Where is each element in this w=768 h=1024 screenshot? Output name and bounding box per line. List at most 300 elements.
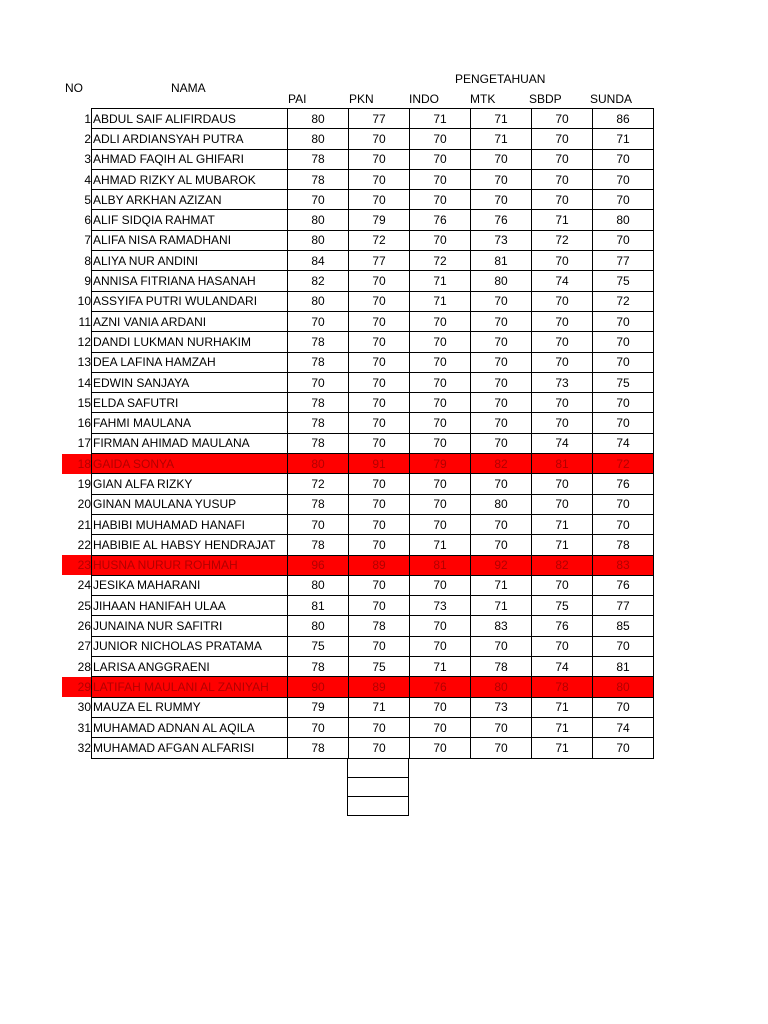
header-indo: INDO [409, 92, 439, 106]
student-row [62, 474, 654, 494]
score-cell-sunda[interactable]: 80 [593, 677, 654, 697]
score-cell-pkn[interactable]: 70 [349, 575, 410, 595]
student-name-cell[interactable]: FAHMI MAULANA [92, 413, 288, 433]
student-name-cell[interactable]: ABDUL SAIF ALIFIRDAUS [92, 109, 288, 129]
score-cell-pai[interactable]: 70 [288, 514, 349, 534]
score-cell-indo[interactable]: 70 [410, 494, 471, 514]
empty-row [348, 797, 409, 816]
score-cell-sunda[interactable]: 81 [593, 657, 654, 677]
score-cell-pkn[interactable]: 91 [349, 454, 410, 474]
score-cell-sunda[interactable]: 74 [593, 717, 654, 737]
score-cell-indo[interactable]: 70 [410, 717, 471, 737]
student-row [62, 657, 654, 677]
score-cell-pkn[interactable]: 70 [349, 494, 410, 514]
row-number[interactable]: 17 [77, 436, 91, 451]
row-number[interactable]: 1 [84, 111, 91, 126]
student-row [62, 738, 654, 758]
student-row [62, 413, 654, 433]
student-name-cell[interactable]: JIHAAN HANIFAH ULAA [92, 596, 288, 616]
student-row [62, 454, 654, 474]
score-cell-pai[interactable]: 80 [288, 291, 349, 311]
score-cell-sunda[interactable]: 76 [593, 474, 654, 494]
score-cell-mtk[interactable]: 70 [471, 717, 532, 737]
score-cell-pkn[interactable]: 70 [349, 190, 410, 210]
score-cell-sbdp[interactable]: 70 [532, 413, 593, 433]
student-name-cell[interactable]: JESIKA MAHARANI [92, 575, 288, 595]
score-cell-sunda[interactable]: 80 [593, 210, 654, 230]
score-cell-sbdp[interactable]: 70 [532, 332, 593, 352]
score-cell-indo[interactable]: 70 [410, 474, 471, 494]
score-cell-pai[interactable]: 78 [288, 332, 349, 352]
score-cell-mtk[interactable]: 70 [471, 474, 532, 494]
student-name-cell[interactable]: ASSYIFA PUTRI WULANDARI [92, 291, 288, 311]
student-row [62, 677, 654, 697]
score-cell-sbdp[interactable]: 71 [532, 210, 593, 230]
score-cell-mtk[interactable]: 70 [471, 433, 532, 453]
student-row [62, 109, 654, 129]
score-cell-indo[interactable]: 70 [410, 738, 471, 758]
score-cell-pkn[interactable]: 71 [349, 697, 410, 717]
student-name-cell[interactable]: HABIBI MUHAMAD HANAFI [92, 514, 288, 534]
empty-cells [347, 758, 409, 816]
score-cell-sbdp[interactable]: 74 [532, 271, 593, 291]
score-cell-mtk[interactable]: 70 [471, 311, 532, 331]
row-number[interactable]: 23 [62, 555, 92, 575]
row-number[interactable]: 9 [84, 274, 91, 289]
empty-row [348, 759, 409, 778]
row-number[interactable]: 15 [77, 395, 91, 410]
score-cell-pai[interactable]: 80 [288, 616, 349, 636]
score-cell-sunda[interactable]: 76 [593, 575, 654, 595]
score-cell-sunda[interactable]: 70 [593, 393, 654, 413]
score-cell-pkn[interactable]: 77 [349, 251, 410, 271]
score-cell-indo[interactable]: 70 [410, 616, 471, 636]
score-cell-mtk[interactable]: 73 [471, 230, 532, 250]
score-cell-pkn[interactable]: 70 [349, 535, 410, 555]
header-pai: PAI [288, 92, 307, 106]
score-cell-mtk[interactable]: 70 [471, 393, 532, 413]
row-number[interactable]: 6 [84, 213, 91, 228]
score-cell-pkn[interactable]: 70 [349, 636, 410, 656]
score-cell-indo[interactable]: 70 [410, 230, 471, 250]
score-cell-mtk[interactable]: 71 [471, 109, 532, 129]
student-row [62, 230, 654, 250]
score-cell-sbdp[interactable]: 71 [532, 738, 593, 758]
row-number[interactable]: 25 [77, 598, 91, 613]
score-cell-indo[interactable]: 70 [410, 697, 471, 717]
score-cell-indo[interactable]: 72 [410, 251, 471, 271]
score-cell-mtk[interactable]: 81 [471, 251, 532, 271]
row-number[interactable]: 22 [77, 537, 91, 552]
score-cell-pkn[interactable]: 70 [349, 393, 410, 413]
row-number[interactable]: 32 [77, 740, 91, 755]
score-cell-pai[interactable]: 78 [288, 413, 349, 433]
score-cell-sbdp[interactable]: 70 [532, 129, 593, 149]
score-cell-mtk[interactable]: 73 [471, 697, 532, 717]
score-cell-indo[interactable]: 70 [410, 190, 471, 210]
score-cell-sunda[interactable]: 77 [593, 251, 654, 271]
student-name-cell[interactable]: DEA LAFINA HAMZAH [92, 352, 288, 372]
score-cell-pai[interactable]: 90 [288, 677, 349, 697]
score-cell-pai[interactable]: 82 [288, 271, 349, 291]
student-name-cell[interactable]: HUSNA NURUR ROHMAH [92, 555, 288, 575]
score-cell-pai[interactable]: 78 [288, 393, 349, 413]
score-cell-pkn[interactable]: 70 [349, 291, 410, 311]
student-name-cell[interactable]: MUHAMAD ADNAN AL AQILA [92, 717, 288, 737]
score-cell-mtk[interactable]: 70 [471, 372, 532, 392]
score-cell-sunda[interactable]: 70 [593, 738, 654, 758]
score-cell-pkn[interactable]: 89 [349, 677, 410, 697]
score-cell-indo[interactable]: 76 [410, 677, 471, 697]
student-name-cell[interactable]: ALIF SIDQIA RAHMAT [92, 210, 288, 230]
row-number[interactable]: 19 [77, 476, 91, 491]
score-cell-pkn[interactable]: 77 [349, 109, 410, 129]
score-cell-sbdp[interactable]: 75 [532, 596, 593, 616]
score-cell-indo[interactable]: 76 [410, 210, 471, 230]
score-cell-pai[interactable]: 78 [288, 169, 349, 189]
score-cell-pai[interactable]: 70 [288, 372, 349, 392]
score-cell-sbdp[interactable]: 70 [532, 393, 593, 413]
score-cell-indo[interactable]: 71 [410, 109, 471, 129]
score-cell-sunda[interactable]: 70 [593, 190, 654, 210]
score-cell-sbdp[interactable]: 71 [532, 535, 593, 555]
score-cell-indo[interactable]: 70 [410, 311, 471, 331]
score-cell-indo[interactable]: 70 [410, 332, 471, 352]
score-cell-pkn[interactable]: 70 [349, 474, 410, 494]
score-cell-sbdp[interactable]: 71 [532, 697, 593, 717]
student-row [62, 149, 654, 169]
score-cell-mtk[interactable]: 71 [471, 575, 532, 595]
row-number[interactable]: 31 [77, 720, 91, 735]
student-row [62, 372, 654, 392]
row-number[interactable]: 26 [77, 619, 91, 634]
score-cell-sbdp[interactable]: 76 [532, 616, 593, 636]
row-number[interactable]: 20 [77, 497, 91, 512]
score-cell-indo[interactable]: 70 [410, 129, 471, 149]
score-cell-pai[interactable]: 80 [288, 230, 349, 250]
score-cell-mtk[interactable]: 70 [471, 190, 532, 210]
score-cell-sunda[interactable]: 71 [593, 129, 654, 149]
score-cell-sunda[interactable]: 83 [593, 555, 654, 575]
score-cell-sbdp[interactable]: 70 [532, 474, 593, 494]
score-cell-pkn[interactable]: 70 [349, 514, 410, 534]
score-cell-sunda[interactable]: 70 [593, 352, 654, 372]
score-cell-pkn[interactable]: 70 [349, 433, 410, 453]
empty-cell[interactable] [348, 759, 409, 778]
score-cell-pkn[interactable]: 70 [349, 271, 410, 291]
score-cell-pai[interactable]: 78 [288, 433, 349, 453]
score-cell-pai[interactable]: 78 [288, 149, 349, 169]
score-cell-mtk[interactable]: 76 [471, 210, 532, 230]
student-name-cell[interactable]: ADLI ARDIANSYAH PUTRA [92, 129, 288, 149]
score-cell-sunda[interactable]: 70 [593, 514, 654, 534]
score-cell-pkn[interactable]: 70 [349, 596, 410, 616]
score-cell-sbdp[interactable]: 70 [532, 109, 593, 129]
student-name-cell[interactable]: AHMAD RIZKY AL MUBAROK [92, 169, 288, 189]
score-cell-indo[interactable]: 71 [410, 271, 471, 291]
score-cell-sunda[interactable]: 72 [593, 454, 654, 474]
empty-cell[interactable] [348, 797, 409, 816]
score-cell-sunda[interactable]: 70 [593, 169, 654, 189]
score-cell-sbdp[interactable]: 70 [532, 190, 593, 210]
score-cell-indo[interactable]: 70 [410, 372, 471, 392]
student-row [62, 494, 654, 514]
score-cell-pkn[interactable]: 75 [349, 657, 410, 677]
student-row [62, 352, 654, 372]
score-cell-mtk[interactable]: 82 [471, 454, 532, 474]
row-number[interactable]: 4 [84, 172, 91, 187]
row-number[interactable]: 27 [77, 639, 91, 654]
score-cell-pai[interactable]: 78 [288, 494, 349, 514]
score-cell-sbdp[interactable]: 70 [532, 149, 593, 169]
score-cell-mtk[interactable]: 70 [471, 535, 532, 555]
score-cell-pai[interactable]: 84 [288, 251, 349, 271]
student-row [62, 169, 654, 189]
score-cell-pkn[interactable]: 70 [349, 149, 410, 169]
score-cell-pai[interactable]: 80 [288, 575, 349, 595]
row-number[interactable]: 16 [77, 416, 91, 431]
score-cell-sunda[interactable]: 70 [593, 149, 654, 169]
student-name-cell[interactable]: MUHAMAD AFGAN ALFARISI [92, 738, 288, 758]
score-cell-pkn[interactable]: 70 [349, 332, 410, 352]
student-name-cell[interactable]: JUNAINA NUR SAFITRI [92, 616, 288, 636]
row-number[interactable]: 24 [77, 578, 91, 593]
score-cell-mtk[interactable]: 71 [471, 596, 532, 616]
score-cell-pai[interactable]: 75 [288, 636, 349, 656]
score-cell-mtk[interactable]: 70 [471, 332, 532, 352]
row-number[interactable]: 7 [84, 233, 91, 248]
row-number[interactable]: 14 [77, 375, 91, 390]
score-cell-pkn[interactable]: 70 [349, 129, 410, 149]
score-cell-sunda[interactable]: 75 [593, 271, 654, 291]
grades-table [62, 108, 654, 759]
student-row [62, 190, 654, 210]
score-cell-indo[interactable]: 70 [410, 393, 471, 413]
score-cell-pai[interactable]: 81 [288, 596, 349, 616]
student-name-cell[interactable]: AZNI VANIA ARDANI [92, 311, 288, 331]
score-cell-indo[interactable]: 70 [410, 433, 471, 453]
header-sbdp: SBDP [529, 92, 562, 106]
score-cell-mtk[interactable]: 70 [471, 413, 532, 433]
row-number[interactable]: 2 [84, 131, 91, 146]
score-cell-mtk[interactable]: 78 [471, 657, 532, 677]
student-name-cell[interactable]: JUNIOR NICHOLAS PRATAMA [92, 636, 288, 656]
header-nama: NAMA [171, 81, 206, 95]
score-cell-sunda[interactable]: 70 [593, 413, 654, 433]
score-cell-pkn[interactable]: 70 [349, 738, 410, 758]
student-row [62, 291, 654, 311]
student-name-cell[interactable]: FIRMAN AHIMAD MAULANA [92, 433, 288, 453]
score-cell-mtk[interactable]: 70 [471, 291, 532, 311]
score-cell-indo[interactable]: 70 [410, 636, 471, 656]
student-name-cell[interactable]: GIAN ALFA RIZKY [92, 474, 288, 494]
score-cell-pai[interactable]: 78 [288, 535, 349, 555]
score-cell-pai[interactable]: 78 [288, 738, 349, 758]
row-number[interactable]: 8 [84, 253, 91, 268]
score-cell-mtk[interactable]: 70 [471, 514, 532, 534]
score-cell-pai[interactable]: 80 [288, 210, 349, 230]
score-cell-indo[interactable]: 71 [410, 657, 471, 677]
student-row [62, 210, 654, 230]
row-number[interactable]: 29 [62, 677, 92, 697]
score-cell-mtk[interactable]: 92 [471, 555, 532, 575]
score-cell-indo[interactable]: 79 [410, 454, 471, 474]
score-cell-sunda[interactable]: 85 [593, 616, 654, 636]
score-cell-sunda[interactable]: 72 [593, 291, 654, 311]
score-cell-sbdp[interactable]: 70 [532, 311, 593, 331]
row-number[interactable]: 11 [78, 314, 91, 329]
score-cell-indo[interactable]: 70 [410, 575, 471, 595]
student-name-cell[interactable]: LARISA ANGGRAENI [92, 657, 288, 677]
student-name-cell[interactable]: ALIYA NUR ANDINI [92, 251, 288, 271]
header-pengetahuan: PENGETAHUAN [455, 72, 546, 86]
score-cell-sbdp[interactable]: 70 [532, 636, 593, 656]
student-name-cell[interactable]: EDWIN SANJAYA [92, 372, 288, 392]
student-name-cell[interactable]: AHMAD FAQIH AL GHIFARI [92, 149, 288, 169]
student-name-cell[interactable]: ALBY ARKHAN AZIZAN [92, 190, 288, 210]
score-cell-indo[interactable]: 70 [410, 149, 471, 169]
score-cell-pai[interactable]: 80 [288, 129, 349, 149]
score-cell-pkn[interactable]: 70 [349, 372, 410, 392]
score-cell-sunda[interactable]: 70 [593, 636, 654, 656]
score-cell-sbdp[interactable]: 71 [532, 514, 593, 534]
score-cell-pai[interactable]: 80 [288, 454, 349, 474]
score-cell-pai[interactable]: 79 [288, 697, 349, 717]
score-cell-pkn[interactable]: 70 [349, 352, 410, 372]
score-cell-pai[interactable]: 70 [288, 717, 349, 737]
score-cell-indo[interactable]: 73 [410, 596, 471, 616]
row-number[interactable]: 28 [77, 659, 91, 674]
score-cell-sunda[interactable]: 70 [593, 494, 654, 514]
score-cell-sunda[interactable]: 70 [593, 332, 654, 352]
header-pkn: PKN [349, 92, 374, 106]
score-cell-pai[interactable]: 70 [288, 311, 349, 331]
row-number[interactable]: 3 [84, 152, 91, 167]
score-cell-sunda[interactable]: 70 [593, 697, 654, 717]
score-cell-sunda[interactable]: 75 [593, 372, 654, 392]
student-row [62, 514, 654, 534]
score-cell-sunda[interactable]: 86 [593, 109, 654, 129]
score-cell-sbdp[interactable]: 81 [532, 454, 593, 474]
score-cell-sunda[interactable]: 70 [593, 230, 654, 250]
score-cell-sbdp[interactable]: 70 [532, 291, 593, 311]
score-cell-mtk[interactable]: 80 [471, 494, 532, 514]
score-cell-pai[interactable]: 70 [288, 190, 349, 210]
score-cell-sbdp[interactable]: 70 [532, 169, 593, 189]
student-name-cell[interactable]: LATIFAH MAULANI AL ZANIYAH [92, 677, 288, 697]
score-cell-sbdp[interactable]: 78 [532, 677, 593, 697]
header-no: NO [65, 81, 83, 95]
score-cell-pai[interactable]: 72 [288, 474, 349, 494]
student-name-cell[interactable]: ELDA SAFUTRI [92, 393, 288, 413]
score-cell-indo[interactable]: 71 [410, 291, 471, 311]
score-cell-mtk[interactable]: 70 [471, 738, 532, 758]
student-row [62, 616, 654, 636]
score-cell-indo[interactable]: 70 [410, 413, 471, 433]
score-cell-pai[interactable]: 96 [288, 555, 349, 575]
student-row [62, 251, 654, 271]
student-name-cell[interactable]: GAIDA SONYA [92, 454, 288, 474]
student-row [62, 575, 654, 595]
row-number[interactable]: 12 [77, 334, 91, 349]
score-cell-sbdp[interactable]: 74 [532, 657, 593, 677]
score-cell-sbdp[interactable]: 72 [532, 230, 593, 250]
score-cell-sunda[interactable]: 78 [593, 535, 654, 555]
empty-cell[interactable] [348, 778, 409, 797]
student-name-cell[interactable]: DANDI LUKMAN NURHAKIM [92, 332, 288, 352]
score-cell-indo[interactable]: 81 [410, 555, 471, 575]
score-cell-pai[interactable]: 80 [288, 109, 349, 129]
score-cell-sbdp[interactable]: 70 [532, 575, 593, 595]
score-cell-sbdp[interactable]: 74 [532, 433, 593, 453]
student-row [62, 697, 654, 717]
score-cell-pkn[interactable]: 89 [349, 555, 410, 575]
row-number[interactable]: 10 [77, 294, 91, 309]
header-sunda: SUNDA [590, 92, 633, 106]
student-name-cell[interactable]: ALIFA NISA RAMADHANI [92, 230, 288, 250]
score-cell-pkn[interactable]: 79 [349, 210, 410, 230]
student-row [62, 535, 654, 555]
student-row [62, 596, 654, 616]
score-cell-pkn[interactable]: 70 [349, 413, 410, 433]
score-cell-sbdp[interactable]: 70 [532, 352, 593, 372]
student-row [62, 555, 654, 575]
score-cell-mtk[interactable]: 83 [471, 616, 532, 636]
score-cell-pkn[interactable]: 70 [349, 169, 410, 189]
score-cell-sbdp[interactable]: 70 [532, 251, 593, 271]
score-cell-indo[interactable]: 71 [410, 535, 471, 555]
student-row [62, 311, 654, 331]
student-name-cell[interactable]: HABIBIE AL HABSY HENDRAJAT [92, 535, 288, 555]
row-number[interactable]: 13 [77, 355, 91, 370]
score-cell-mtk[interactable]: 80 [471, 677, 532, 697]
grades-table-body [62, 109, 654, 759]
score-cell-pkn[interactable]: 70 [349, 717, 410, 737]
score-cell-mtk[interactable]: 80 [471, 271, 532, 291]
score-cell-sbdp[interactable]: 70 [532, 494, 593, 514]
row-number[interactable]: 30 [77, 700, 91, 715]
student-name-cell[interactable]: ANNISA FITRIANA HASANAH [92, 271, 288, 291]
row-number[interactable]: 21 [77, 517, 91, 532]
score-cell-mtk[interactable]: 70 [471, 636, 532, 656]
score-cell-pai[interactable]: 78 [288, 657, 349, 677]
student-name-cell[interactable]: MAUZA EL RUMMY [92, 697, 288, 717]
score-cell-indo[interactable]: 70 [410, 514, 471, 534]
row-number[interactable]: 18 [62, 454, 92, 474]
student-name-cell[interactable]: GINAN MAULANA YUSUP [92, 494, 288, 514]
score-cell-mtk[interactable]: 70 [471, 169, 532, 189]
student-row [62, 129, 654, 149]
student-row [62, 393, 654, 413]
score-cell-pkn[interactable]: 78 [349, 616, 410, 636]
score-cell-mtk[interactable]: 70 [471, 149, 532, 169]
score-cell-sunda[interactable]: 77 [593, 596, 654, 616]
score-cell-pkn[interactable]: 72 [349, 230, 410, 250]
score-cell-indo[interactable]: 70 [410, 352, 471, 372]
score-cell-pai[interactable]: 78 [288, 352, 349, 372]
score-cell-sunda[interactable]: 70 [593, 311, 654, 331]
score-cell-mtk[interactable]: 71 [471, 129, 532, 149]
score-cell-pkn[interactable]: 70 [349, 311, 410, 331]
row-number[interactable]: 5 [84, 192, 91, 207]
score-cell-sbdp[interactable]: 71 [532, 717, 593, 737]
score-cell-mtk[interactable]: 70 [471, 352, 532, 372]
student-row [62, 433, 654, 453]
score-cell-sbdp[interactable]: 82 [532, 555, 593, 575]
score-cell-indo[interactable]: 70 [410, 169, 471, 189]
score-cell-sbdp[interactable]: 73 [532, 372, 593, 392]
score-cell-sunda[interactable]: 74 [593, 433, 654, 453]
